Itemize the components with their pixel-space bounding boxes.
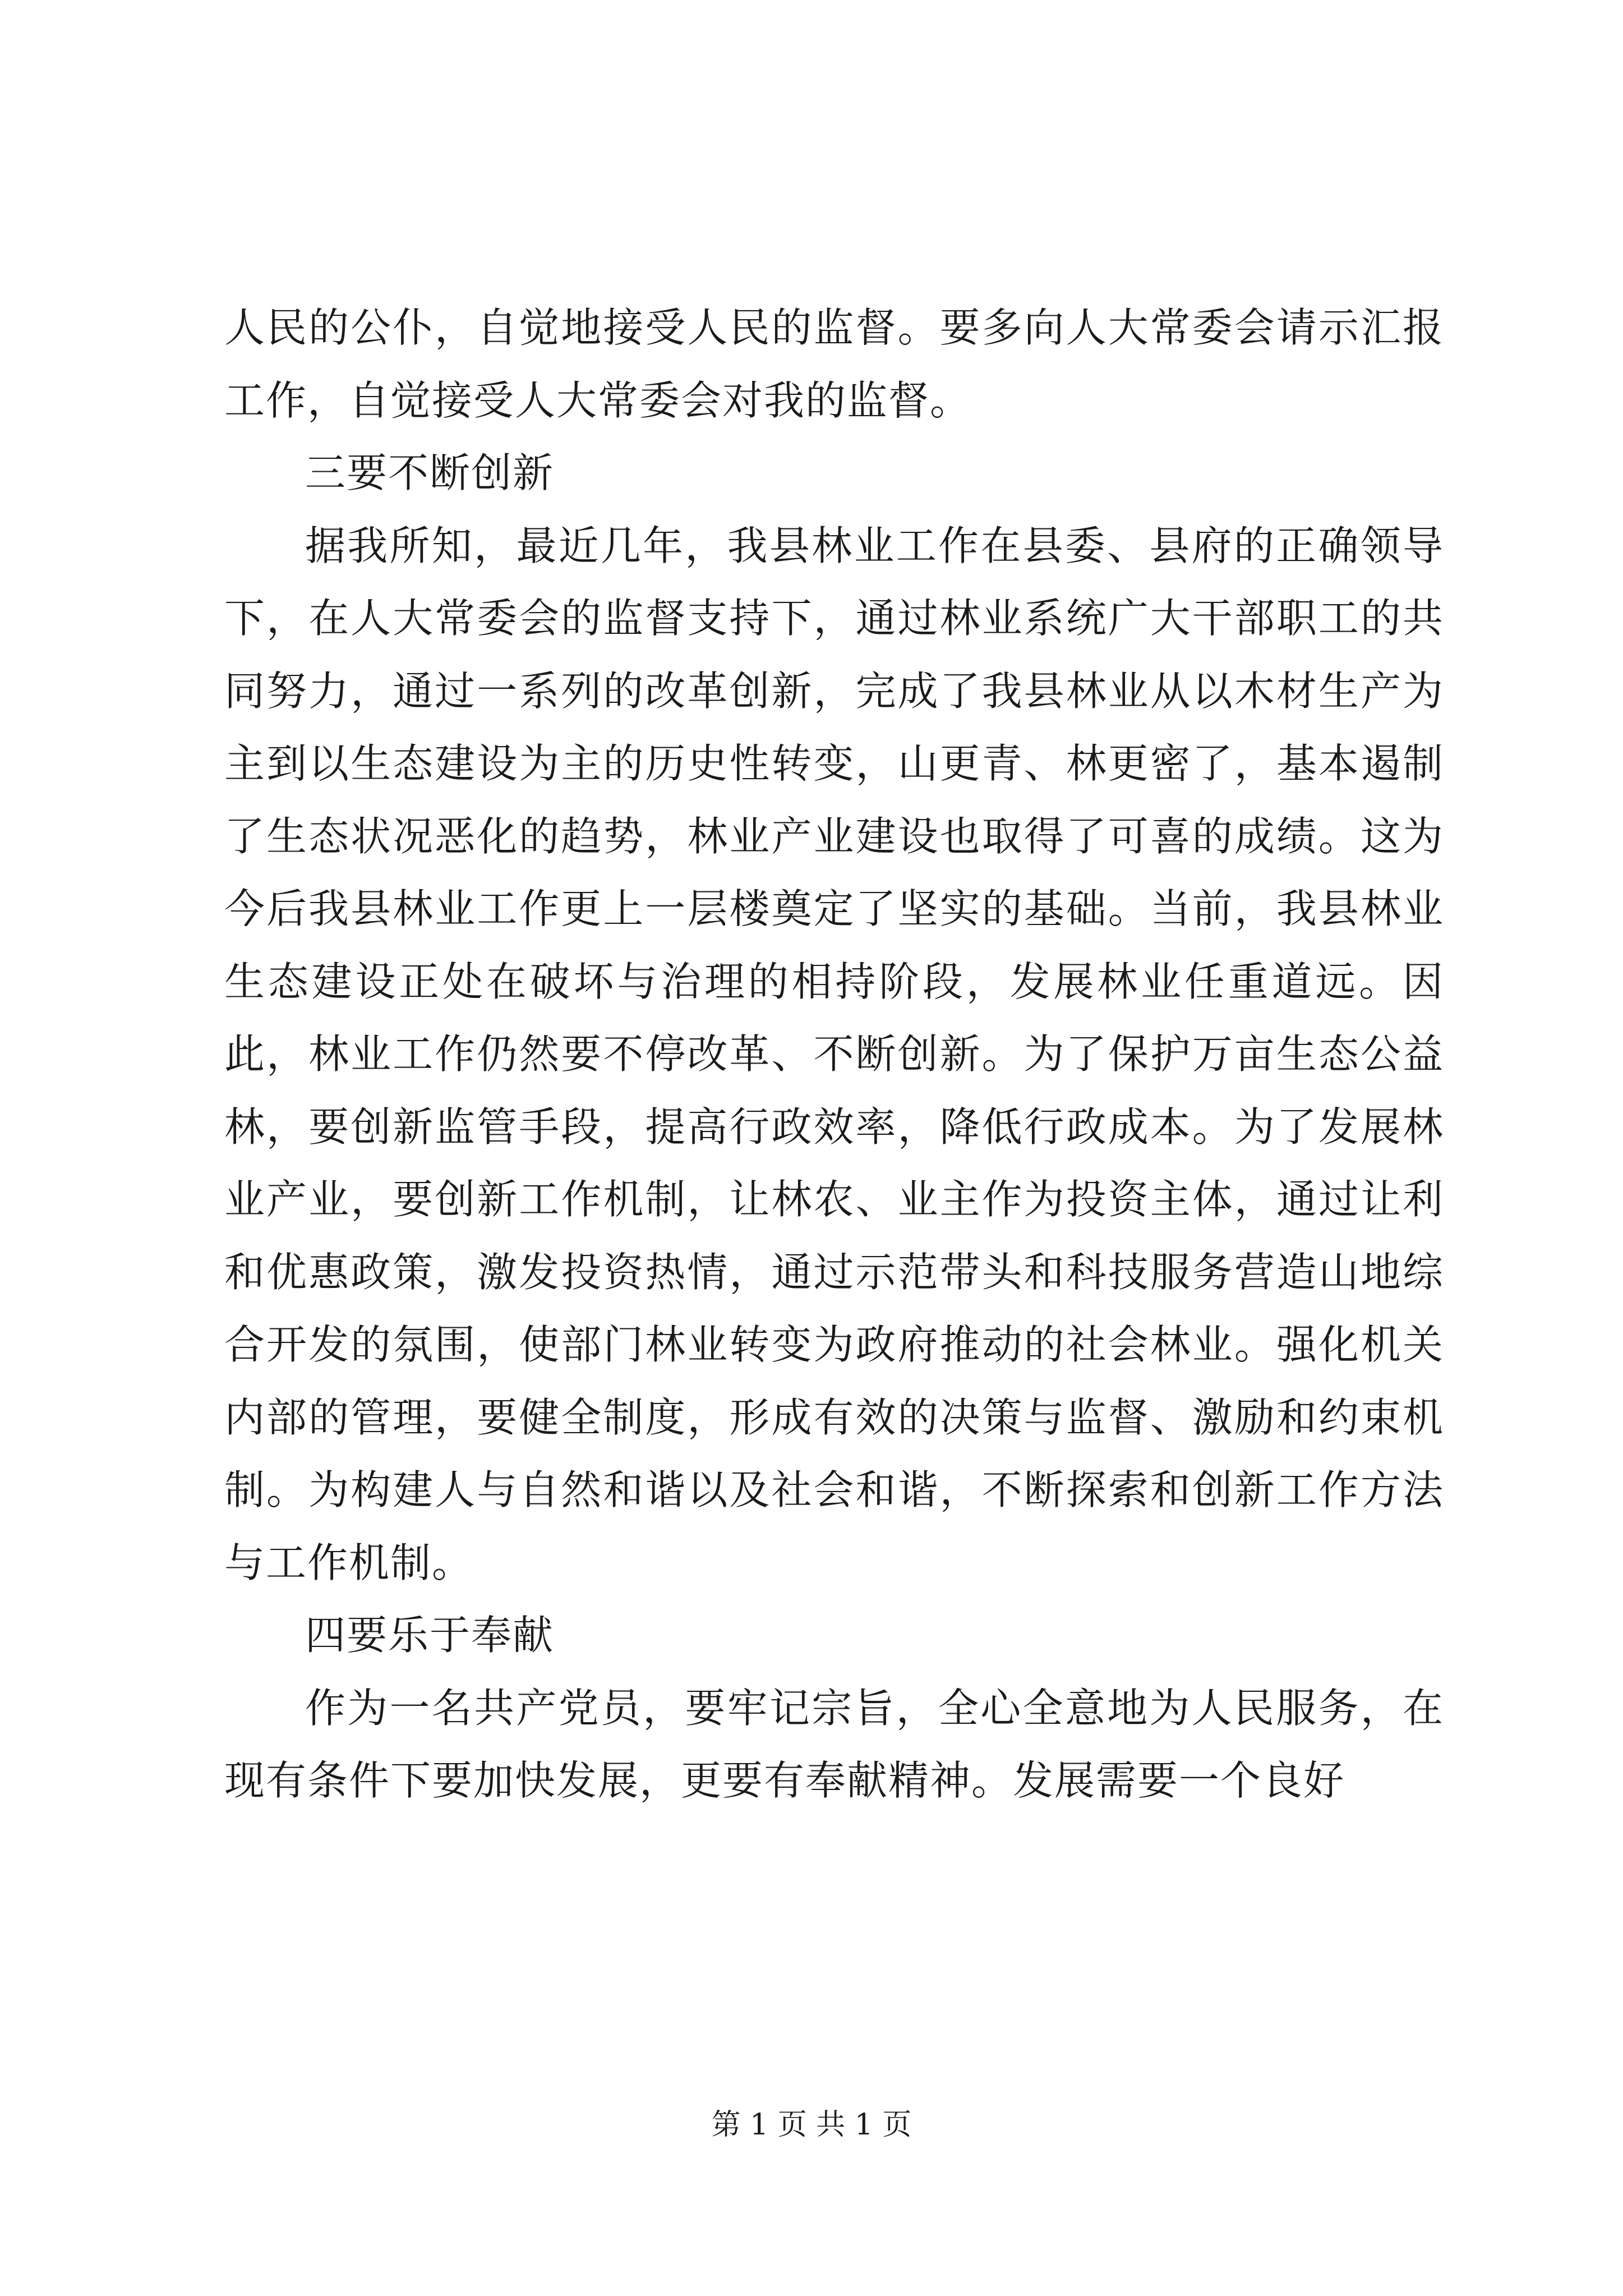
paragraph-innovation: 据我所知，最近几年，我县林业工作在县委、县府的正确领导下，在人大常委会的监督支持下，通过林业系统广大干部职工的共同努力，通过一系列的改革创新，完成了我县林业从以木材生产为主到以生态建设为主的历史性转变，山更青、林更密了，基本遏制了生态状况恶化的趋势，林业产业建设也取得了可喜的成绩。这为今后我县林业工作更上一层楼奠定了坚实的基础。当前，我县林业生态建设正处在破坏与治理的相持阶段，发展林业任重道远。因此，林业工作仍然要不停改革、不断创新。为了保护万亩生态公益林，要创新监管手段，提高行政效率，降低行政成本。为了发展林业产业，要创新工作机制，让林农、业主作为投资主体，通过让利和优惠政策，激发投资热情，通过示范带头和科技服务营造山地综合开发的氛围，使部门林业转变为政府推动的社会林业。强化机关内部的管理，要健全制度，形成有效的决策与监督、激励和约束机制。为构建人与自然和谐以及社会和谐，不断探索和创新工作方法与工作机制。	[224, 522, 1444, 1586]
section-heading-dedication: 四要乐于奉献	[305, 1612, 555, 1659]
page-footer: 第 1 页 共 1 页	[711, 2108, 912, 2142]
paragraph-continuation: 人民的公仆，自觉地接受人民的监督。要多向人大常委会请示汇报工作，自觉接受人大常委会对我的监督。	[224, 304, 1444, 424]
section-heading-innovation: 三要不断创新	[305, 449, 555, 496]
document-body	[224, 292, 1444, 1818]
paragraph-dedication: 作为一名共产党员，要牢记宗旨，全心全意地为人民服务，在现有条件下要加快发展，更要有奉献精神。发展需要一个良好	[224, 1684, 1444, 1804]
